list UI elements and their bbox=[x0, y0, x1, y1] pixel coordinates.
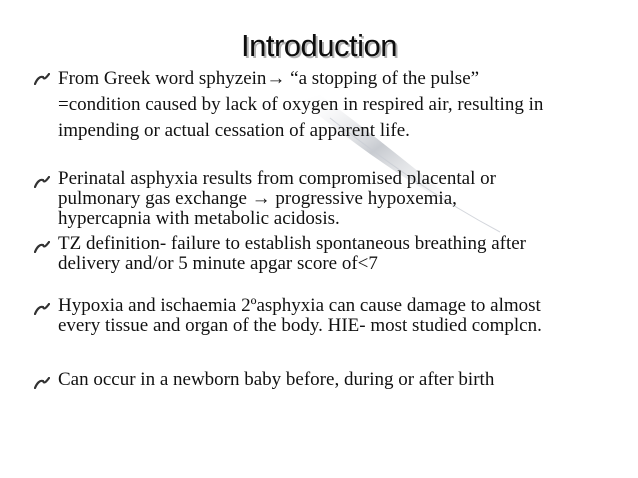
bullet-line: =condition caused by lack of oxygen in respired air, resulting in bbox=[58, 94, 544, 115]
bullet-line: Perinatal asphyxia results from compromised placental or bbox=[58, 168, 496, 189]
bullet-line: pulmonary gas exchange → progressive hypoxemia, bbox=[58, 188, 457, 209]
swoosh-bullet-icon bbox=[34, 73, 50, 85]
bullet-line: hypercapnia with metabolic acidosis. bbox=[58, 208, 340, 229]
bullet-line: impending or actual cessation of apparent life. bbox=[58, 120, 410, 141]
swoosh-bullet-icon bbox=[34, 241, 50, 253]
bullet-text bbox=[58, 66, 618, 144]
slide-title: Introduction bbox=[241, 28, 397, 63]
swoosh-bullet-icon bbox=[34, 176, 50, 188]
bullet-line: TZ definition- failure to establish spontaneous breathing after bbox=[58, 233, 526, 254]
bullet-line: every tissue and organ of the body. HIE- most studied complcn. bbox=[58, 315, 542, 336]
bullet-line: delivery and/or 5 minute apgar score of<7 bbox=[58, 253, 378, 274]
bullet-line: Hypoxia and ischaemia 2ºasphyxia can cause damage to almost bbox=[58, 295, 541, 316]
bullet-text bbox=[58, 370, 618, 390]
bullet-text bbox=[58, 169, 618, 229]
bullet-text bbox=[58, 296, 618, 336]
bullet-line: Can occur in a newborn baby before, during or after birth bbox=[58, 369, 495, 390]
swoosh-bullet-icon bbox=[34, 377, 50, 389]
bullet-line: From Greek word sphyzein→ “a stopping of the pulse” bbox=[58, 68, 480, 89]
bullet-text bbox=[58, 234, 618, 274]
swoosh-bullet-icon bbox=[34, 303, 50, 315]
